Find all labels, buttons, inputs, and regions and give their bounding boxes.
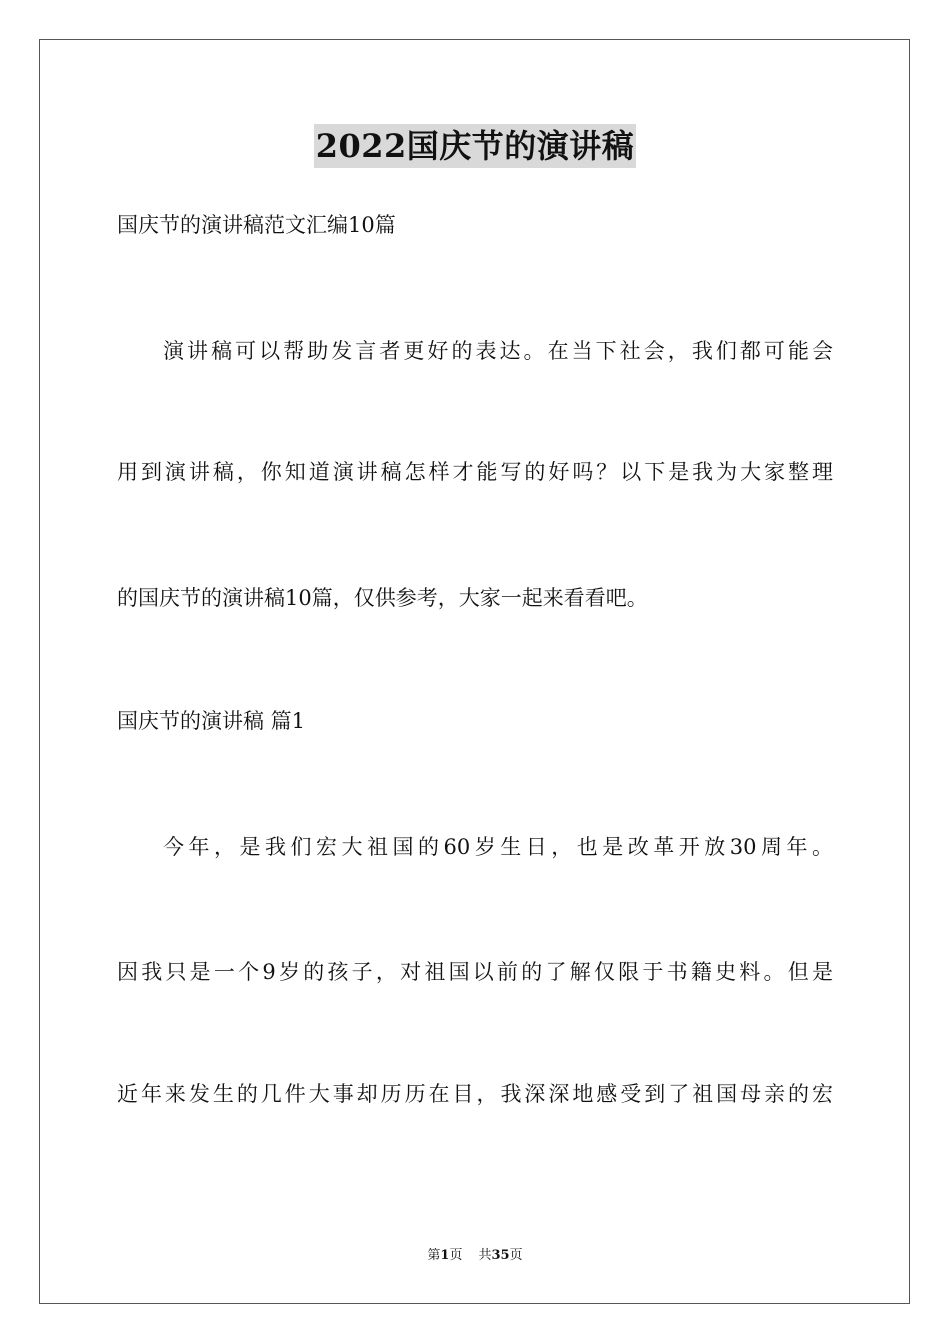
intro-line-3: 的国庆节的演讲稿10篇，仅供参考，大家一起来看看吧。 bbox=[117, 586, 648, 610]
page-prefix: 第 bbox=[427, 1248, 441, 1263]
total-prefix: 共 bbox=[478, 1248, 492, 1263]
page-suffix: 页 bbox=[449, 1248, 463, 1263]
intro-line-2: 用到演讲稿，你知道演讲稿怎样才能写的好吗？以下是我为大家整理 bbox=[117, 460, 833, 484]
section-line-2: 因我只是一个9岁的孩子，对祖国以前的了解仅限于书籍史料。但是 bbox=[117, 960, 833, 984]
total-pages: 35 bbox=[491, 1248, 510, 1263]
document-subtitle: 国庆节的演讲稿范文汇编10篇 bbox=[117, 213, 396, 237]
section-line-1: 今年，是我们宏大祖国的60岁生日，也是改革开放30周年。 bbox=[163, 835, 833, 859]
page-footer bbox=[0, 1247, 950, 1265]
intro-line-1: 演讲稿可以帮助发言者更好的表达。在当下社会，我们都可能会 bbox=[163, 339, 833, 363]
section-line-3: 近年来发生的几件大事却历历在目，我深深地感受到了祖国母亲的宏 bbox=[117, 1082, 833, 1106]
title-container bbox=[0, 124, 950, 168]
total-suffix: 页 bbox=[509, 1248, 523, 1263]
document-title: 2022国庆节的演讲稿 bbox=[314, 124, 637, 168]
section-heading: 国庆节的演讲稿 篇1 bbox=[117, 709, 306, 733]
page-number: 1 bbox=[440, 1248, 450, 1263]
